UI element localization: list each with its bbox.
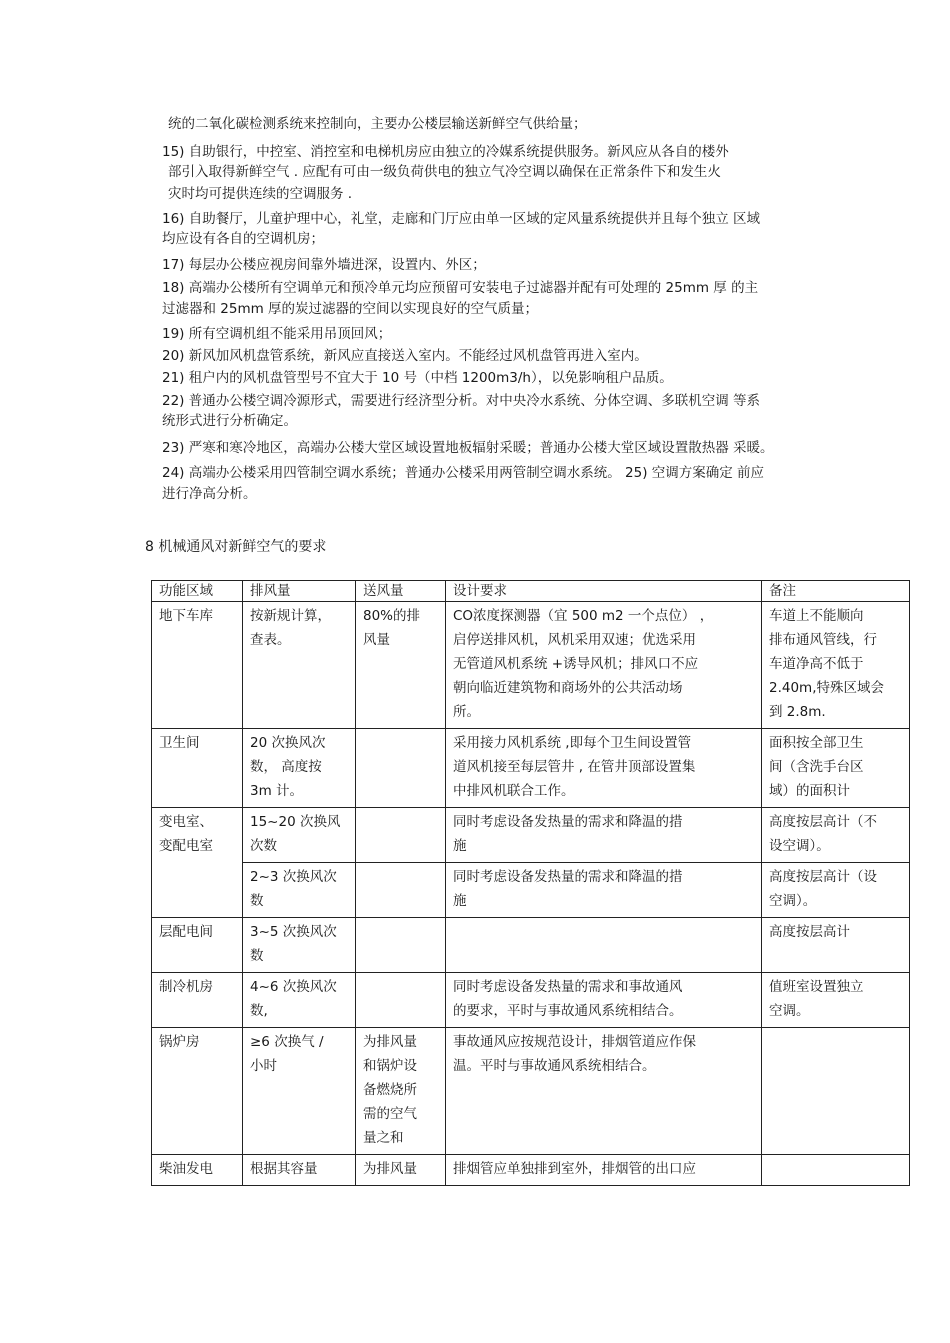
table-cell: 车道上不能顺向 排布通风管线，行 车道净高不低于 2.40m,特殊区域会 到 2.8m. (762, 602, 910, 729)
table-cell: 同时考虑设备发热量的需求和降温的措 施 (446, 808, 762, 863)
table-row (152, 729, 910, 808)
table-cell: 地下车库 (152, 602, 243, 729)
paragraph-line: 15) 自助银行，中控室、消控室和电梯机房应由独立的冷媒系统提供服务。新风应从各自的楼外 (162, 144, 729, 160)
table-cell: 采用接力风机系统 ,即每个卫生间设置管 道风机接至每层管井 , 在管井顶部设置集 中排风机联合工作。 (446, 729, 762, 808)
table-cell: 锅炉房 (152, 1028, 243, 1155)
table-cell: 15~20 次换风 次数 (243, 808, 356, 863)
table-cell: 同时考虑设备发热量的需求和事故通风 的要求，平时与事故通风系统相结合。 (446, 973, 762, 1028)
table-cell: 2~3 次换风次 数 (243, 863, 356, 918)
table-row (152, 1028, 910, 1155)
table-cell: 卫生间 (152, 729, 243, 808)
table-cell: ≥6 次换气 / 小时 (243, 1028, 356, 1155)
paragraph-line: 统的二氧化碳检测系统来控制向，主要办公楼层输送新鲜空气供给量； (168, 116, 587, 132)
paragraph-line: 24) 高端办公楼采用四管制空调水系统；普通办公楼采用两管制空调水系统。 25) 空调方案确定 前应 (162, 465, 765, 481)
table-row (152, 808, 910, 863)
table-cell (356, 808, 446, 863)
header-exhaust-volume: 排风量 (243, 581, 356, 602)
table-cell: 层配电间 (152, 918, 243, 973)
table-cell: 柴油发电 (152, 1155, 243, 1186)
table-cell: 为排风量 和锅炉设 备燃烧所 需的空气 量之和 (356, 1028, 446, 1155)
table-row (152, 1155, 910, 1186)
header-supply-volume: 送风量 (356, 581, 446, 602)
table-cell (762, 1028, 910, 1155)
header-remarks: 备注 (762, 581, 910, 602)
table-cell: 事故通风应按规范设计，排烟管道应作保 温。平时与事故通风系统相结合。 (446, 1028, 762, 1155)
table-body (152, 602, 910, 1186)
table-cell (356, 973, 446, 1028)
paragraph-line: 16) 自助餐厅，儿童护理中心，礼堂，走廊和门厅应由单一区域的定风量系统提供并且每个独立 区域 (162, 211, 761, 227)
paragraph-line: 19) 所有空调机组不能采用吊顶回风； (162, 326, 392, 342)
table-row (152, 918, 910, 973)
table-cell: 同时考虑设备发热量的需求和降温的措 施 (446, 863, 762, 918)
section-heading: 8 机械通风对新鲜空气的要求 (145, 539, 327, 555)
table-cell: 4~6 次换风次 数, (243, 973, 356, 1028)
table-row (152, 602, 910, 729)
paragraph-line: 部引入取得新鲜空气 . 应配有可由一级负荷供电的独立气冷空调以确保在正常条件下和发生火 (168, 164, 721, 180)
table-row (152, 863, 910, 918)
table-cell (356, 918, 446, 973)
ventilation-requirements-table (151, 580, 910, 1186)
table-cell: 为排风量 (356, 1155, 446, 1186)
table-cell: 20 次换风次 数， 高度按 3m 计。 (243, 729, 356, 808)
table-cell: 制冷机房 (152, 973, 243, 1028)
header-functional-area: 功能区域 (152, 581, 243, 602)
table-cell: 3~5 次换风次 数 (243, 918, 356, 973)
table-header-row (152, 581, 910, 602)
table-cell: 变电室、 变配电室 (152, 808, 243, 918)
table-cell (356, 863, 446, 918)
table-cell (356, 729, 446, 808)
table-cell: 根据其容量 (243, 1155, 356, 1186)
paragraph-line: 20) 新风加风机盘管系统，新风应直接送入室内。不能经过风机盘管再进入室内。 (162, 348, 648, 364)
table-cell: 高度按层高计（设 空调）。 (762, 863, 910, 918)
paragraph-line: 进行净高分析。 (162, 486, 257, 502)
paragraph-line: 17) 每层办公楼应视房间靠外墙进深，设置内、外区； (162, 257, 486, 273)
table-cell: 值班室设置独立 空调。 (762, 973, 910, 1028)
table-row (152, 973, 910, 1028)
table-cell: 排烟管应单独排到室外，排烟管的出口应 (446, 1155, 762, 1186)
paragraph-line: 21) 租户内的风机盘管型号不宜大于 10 号（中档 1200m3/h），以免影响租户品质。 (162, 370, 673, 386)
paragraph-line: 22) 普通办公楼空调冷源形式，需要进行经济型分析。对中央冷水系统、分体空调、多联机空调 等系 (162, 393, 761, 409)
table-cell: 80%的排 风量 (356, 602, 446, 729)
table-cell: CO浓度探测器（宜 500 m2 一个点位） ， 启停送排风机，风机采用双速；优选采用 无管道风机系统 +诱导风机；排风口不应 朝向临近建筑物和商场外的公共活动场 所。 (446, 602, 762, 729)
paragraph-line: 均应设有各自的空调机房； (162, 231, 324, 247)
table-cell (762, 1155, 910, 1186)
paragraph-line: 18) 高端办公楼所有空调单元和预冷单元均应预留可安装电子过滤器并配有可处理的 25mm 厚 的主 (162, 280, 759, 296)
paragraph-line: 23) 严寒和寒冷地区，高端办公楼大堂区域设置地板辐射采暖；普通办公楼大堂区域设置散热器 采暖。 (162, 440, 774, 456)
paragraph-line: 过滤器和 25mm 厚的炭过滤器的空间以实现良好的空气质量； (162, 301, 539, 317)
paragraph-line: 灾时均可提供连续的空调服务 . (168, 186, 353, 202)
table-cell (446, 918, 762, 973)
paragraph-line: 统形式进行分析确定。 (162, 413, 297, 429)
table-cell: 面积按全部卫生 间（含洗手台区 域）的面积计 (762, 729, 910, 808)
table-header (152, 581, 910, 602)
table-cell: 按新规计算， 查表。 (243, 602, 356, 729)
table-cell: 高度按层高计 (762, 918, 910, 973)
header-design-requirements: 设计要求 (446, 581, 762, 602)
table-cell: 高度按层高计（不 设空调）。 (762, 808, 910, 863)
